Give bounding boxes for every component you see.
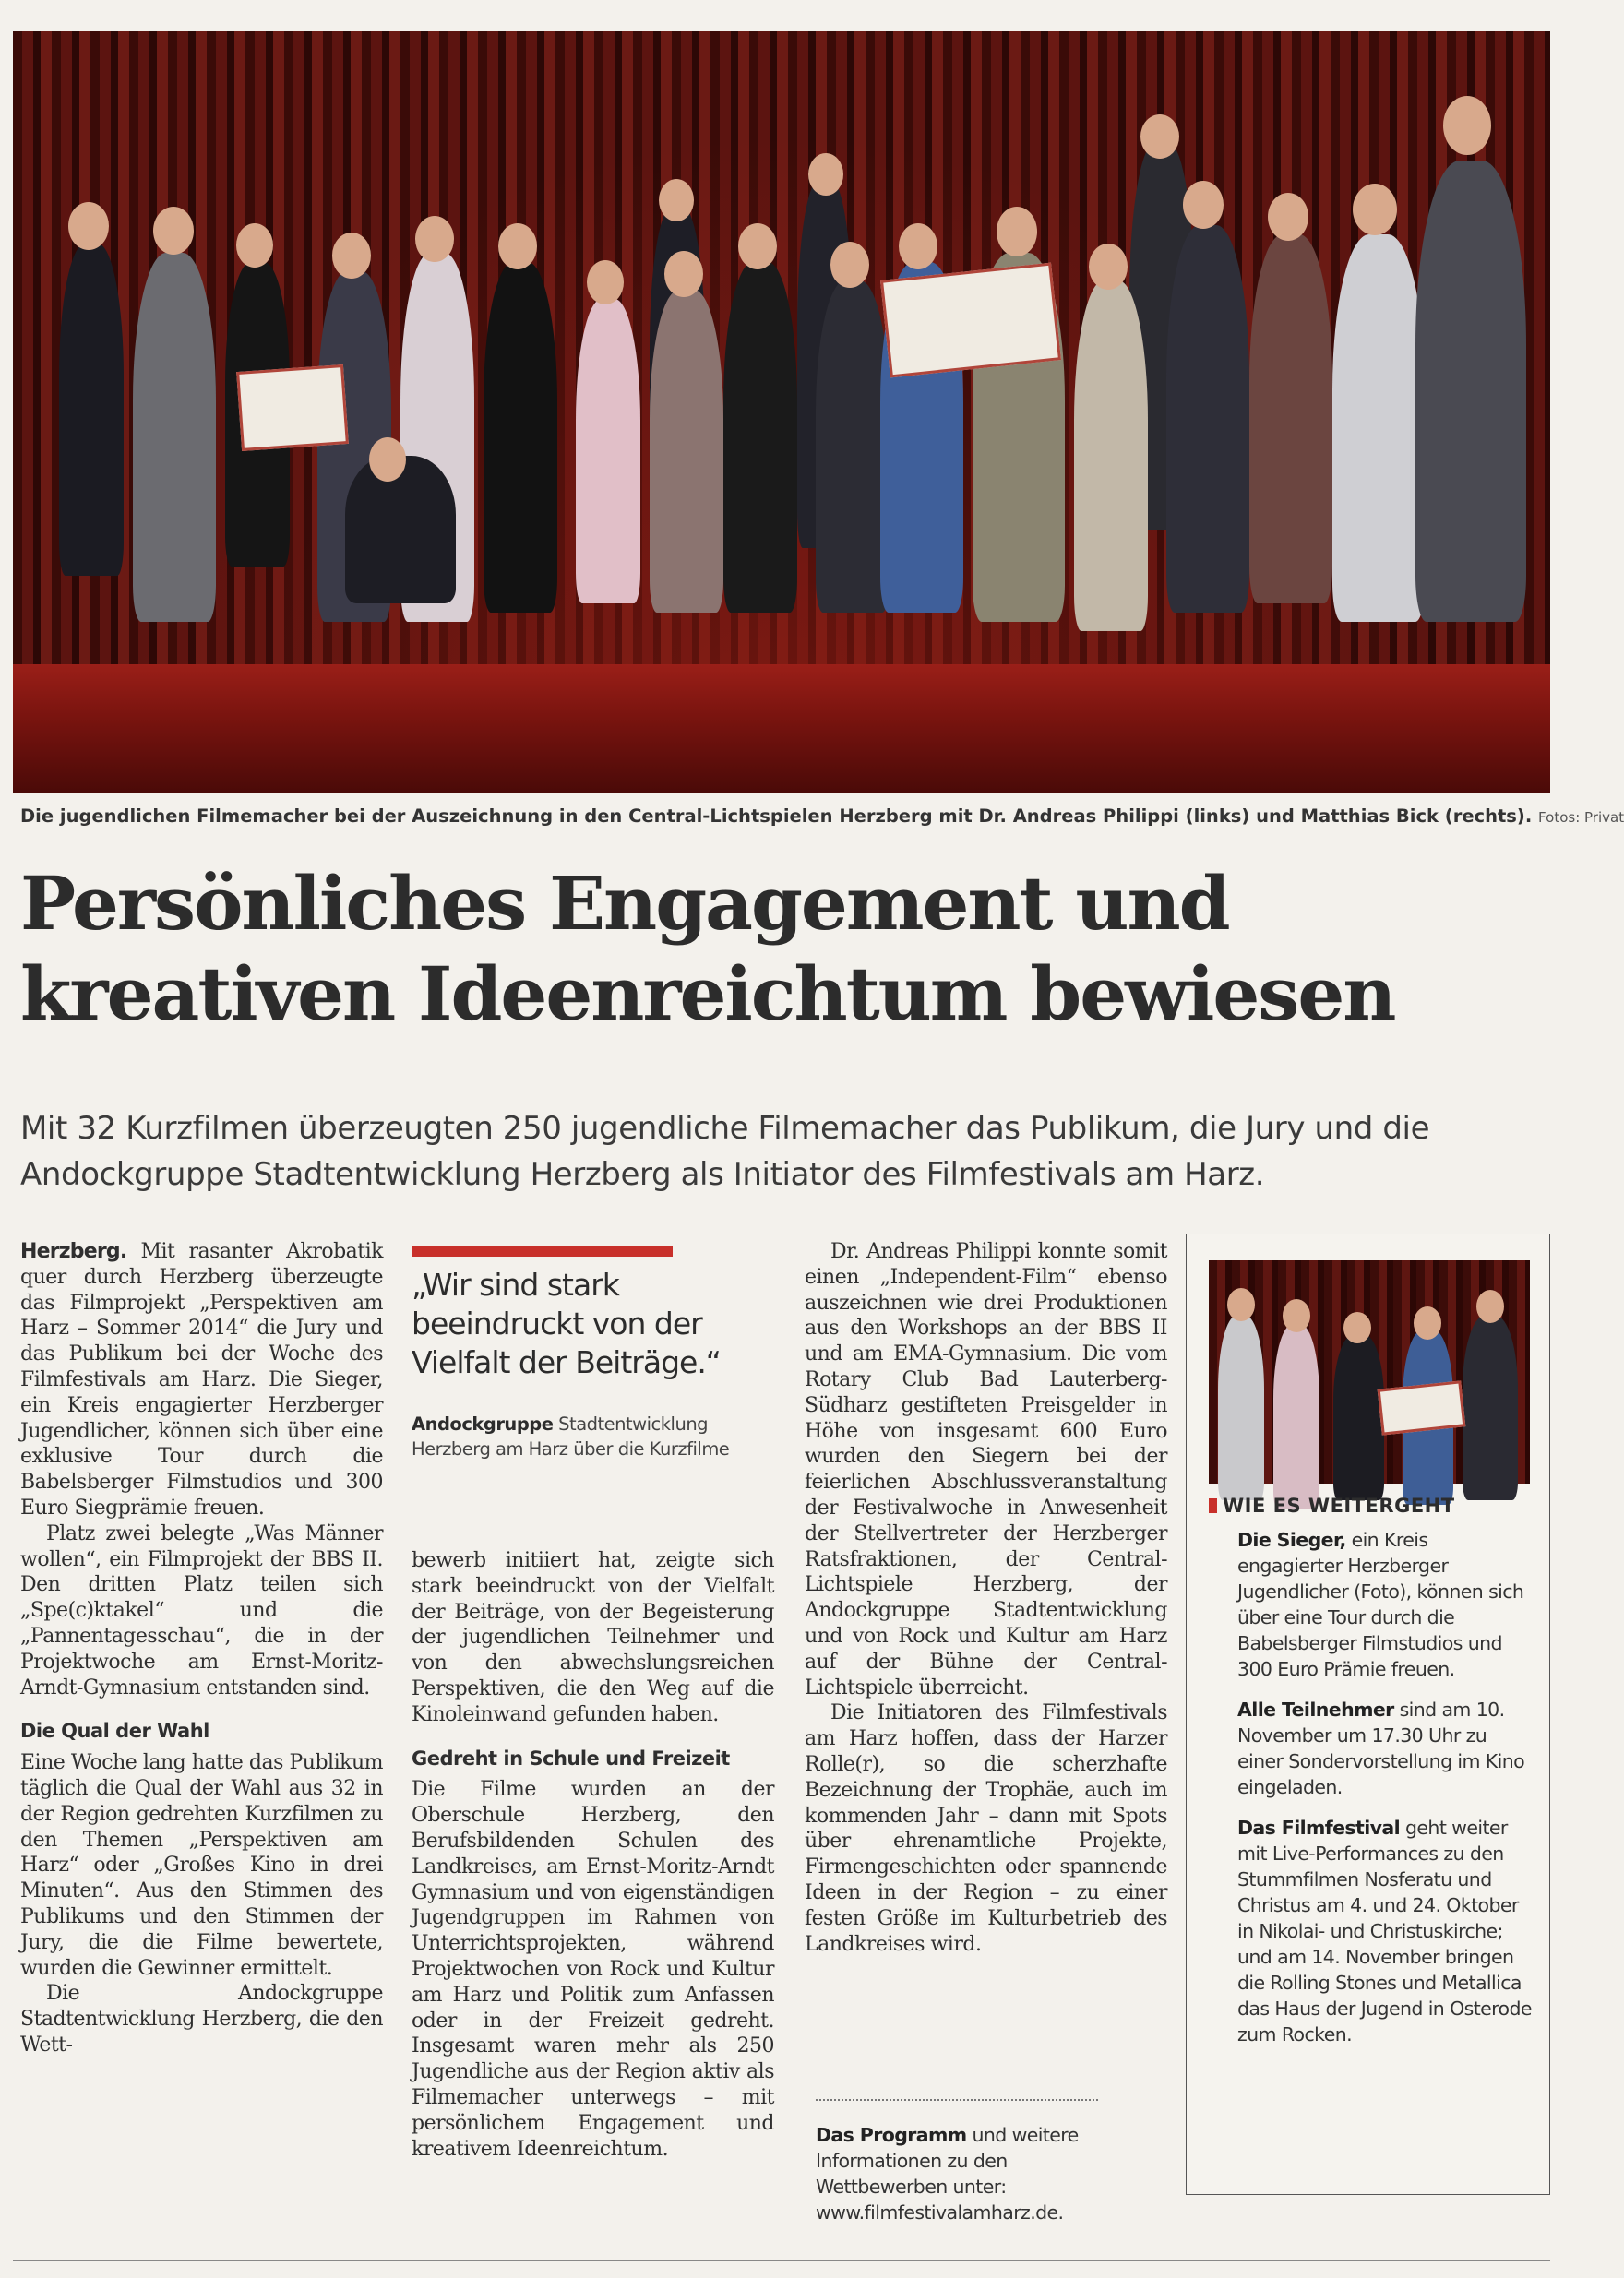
col3-paragraph-1: Dr. Andreas Philippi konnte somit einen „Independent-Film“ ebenso auszeichnen wie drei Produktionen aus den Workshops an der BBS II und am EMA-Gymnasium. Die vom Rotary Club Bad Lauterberg-Südharz gestifteten Preisgelder in Höhe von insgesamt 600 Euro wurden den Siegern bei der feierlichen Abschlussveranstaltung der Festivalwoche in Anwesenheit der Stellvertreter der Herzberger Ratsfraktionen, der Central-Lichtspiele Herzberg, der Andockgruppe Stadtentwicklung und von Rock und Kultur am Harz auf der Bühne der Central-Lichtspiele überreicht. [805, 1240, 1167, 1700]
headline [20, 858, 1552, 1039]
info-box-text [1237, 1527, 1533, 2062]
col1-paragraph-1 [20, 1239, 383, 1521]
group-photo [13, 31, 1550, 793]
quote-source [412, 1412, 744, 1461]
col1-subheading: Die Qual der Wahl [20, 1720, 209, 1743]
info-box-heading [1209, 1495, 1541, 1517]
col1-paragraph-4: Die Andockgruppe Stadtentwicklung Herzberg, die den Wett- [20, 1982, 383, 2057]
info-item-1 [1237, 1527, 1533, 1682]
stage-floor [13, 664, 1550, 793]
program-bold: Das Programm [816, 2124, 967, 2146]
info-item-1-rest: ein Kreis engagierter Herzberger Jugendlicher (Foto), können sich über eine Tour durch die Babelsberger Filmstudios und 300 Euro Prämie freuen. [1237, 1529, 1524, 1680]
quote-source-rest: Stadtentwicklung Herzberg am Harz über die Kurzfilme [412, 1413, 730, 1460]
info-box-heading-text: WIE ES WEITERGEHT [1223, 1495, 1455, 1517]
pull-quote: „Wir sind stark beeindruckt von der Vielfalt der Beiträge.“ [412, 1267, 721, 1380]
info-item-3-rest: geht weiter mit Live-Performances zu den Stummfilmen Nosferatu und Christus am 4. und 24. Oktober in Nikolai- und Christuskirche; und am 14. November bringen die Rolling Stones und Metallica das Haus der Jugend in Osterode zum Rocken. [1237, 1817, 1532, 2045]
col3-paragraph-2: Die Initiatoren des Filmfestivals am Harz hoffen, dass der Harzer Rolle(r), so die scherzhafte Bezeichnung der Trophäe, auch im kommenden Jahr – dann mit Spots über ehrenamtliche Projekte, Firmengeschichten oder spannende Ideen in der Region – zu einer festen Größe im Kulturbetrieb des Landkreises wird. [805, 1701, 1167, 1956]
headline-line2: kreativen Ideenreichtum bewiesen [20, 950, 1395, 1037]
column-3 [805, 1239, 1167, 1957]
column-2 [412, 1548, 774, 2162]
info-item-2-bold: Alle Teilnehmer [1237, 1699, 1394, 1721]
dateline: Herzberg. [20, 1240, 127, 1263]
headline-line1: Persönliches Engagement und [20, 860, 1229, 947]
quote-accent-bar [412, 1246, 673, 1257]
col2-paragraph-1: bewerb initiiert hat, zeigte sich stark beeindruckt von der Vielfalt der Beiträge, von der Begeisterung der jugendlichen Teilnehmer und von den abwechslungsreichen Perspektiven, die den Weg auf die Kinoleinwand gefunden haben. [412, 1549, 774, 1726]
column-1 [20, 1239, 383, 2058]
program-note [816, 2122, 1129, 2225]
col2-subheading: Gedreht in Schule und Freizeit [412, 1747, 730, 1770]
photo-caption [20, 805, 1624, 827]
subheadline: Mit 32 Kurzfilmen überzeugten 250 jugendliche Filmemacher das Publikum, die Jury und die Andockgruppe Stadtentwicklung Herzberg als Initiator des Filmfestivals am Harz. [20, 1110, 1430, 1193]
quote-source-bold: Andockgruppe [412, 1413, 554, 1435]
info-item-2 [1237, 1697, 1533, 1800]
heading-marker [1209, 1498, 1217, 1513]
info-item-2-rest: sind am 10. November um 17.30 Uhr zu einer Sondervorstellung im Kino eingeladen. [1237, 1699, 1525, 1798]
crowd-figures [96, 68, 1513, 683]
info-item-3-bold: Das Filmfestival [1237, 1817, 1401, 1839]
col1-paragraph-2: Platz zwei belegte „Was Männer wollen“, ein Filmprojekt der BBS II. Den dritten Platz teilen sich „Spe(c)ktakel“ und die „Pannentagesschau“, die in der Projektwoche am Ernst-Moritz-Arndt-Gymnasium entstanden sind. [20, 1521, 383, 1700]
photo-credit: Fotos: Privat [1538, 809, 1624, 826]
program-divider [816, 2099, 1098, 2101]
info-box-photo [1209, 1260, 1530, 1484]
col2-paragraph-2: Die Filme wurden an der Oberschule Herzberg, den Berufsbildenden Schulen des Landkreises, am Ernst-Moritz-Arndt Gymnasium und von eigenständigen Jugendgruppen im Rahmen von Unterrichtsprojekten, während Projektwochen von Rock und Kultur am Harz und Politik zum Anfassen oder in der Freizeit gedreht. Insgesamt waren mehr als 250 Jugendliche aus der Region aktiv als Filmemacher unterwegs – mit persönlichem Engagement und kreativem Ideenreichtum. [412, 1778, 774, 2161]
program-rest: und weitere Informationen zu den Wettbewerben unter: www.filmfestivalamharz.de. [816, 2124, 1079, 2224]
caption-text: Die jugendlichen Filmemacher bei der Auszeichnung in den Central-Lichtspielen Herzberg mit Dr. Andreas Philippi (links) und Matthias Bick (rechts). [20, 805, 1533, 827]
info-item-3 [1237, 1815, 1533, 2047]
info-item-1-bold: Die Sieger, [1237, 1529, 1346, 1551]
col1-p1-text: Mit rasanter Akrobatik quer durch Herzberg überzeugte das Filmprojekt „Perspektiven am Harz – Sommer 2014“ die Jury und das Publikum bei der Woche des Filmfestivals am Harz. Die Sieger, ein Kreis engagierter Herzberger Jugendlicher, können sich über eine exklusive Tour durch die Babelsberger Filmstudios und 300 Euro Siegprämie freuen. [20, 1240, 383, 1520]
page-bottom-rule [13, 2260, 1550, 2261]
col1-paragraph-3: Eine Woche lang hatte das Publikum täglich die Qual der Wahl aus 32 in der Region gedrehten Kurzfilmen zu den Themen „Perspektiven am Harz“ oder „Großes Kino in drei Minuten“. Aus den Stimmen des Publikums und den Stimmen der Jury, die die Filme bewertete, wurden die Gewinner ermittelt. [20, 1751, 383, 1980]
